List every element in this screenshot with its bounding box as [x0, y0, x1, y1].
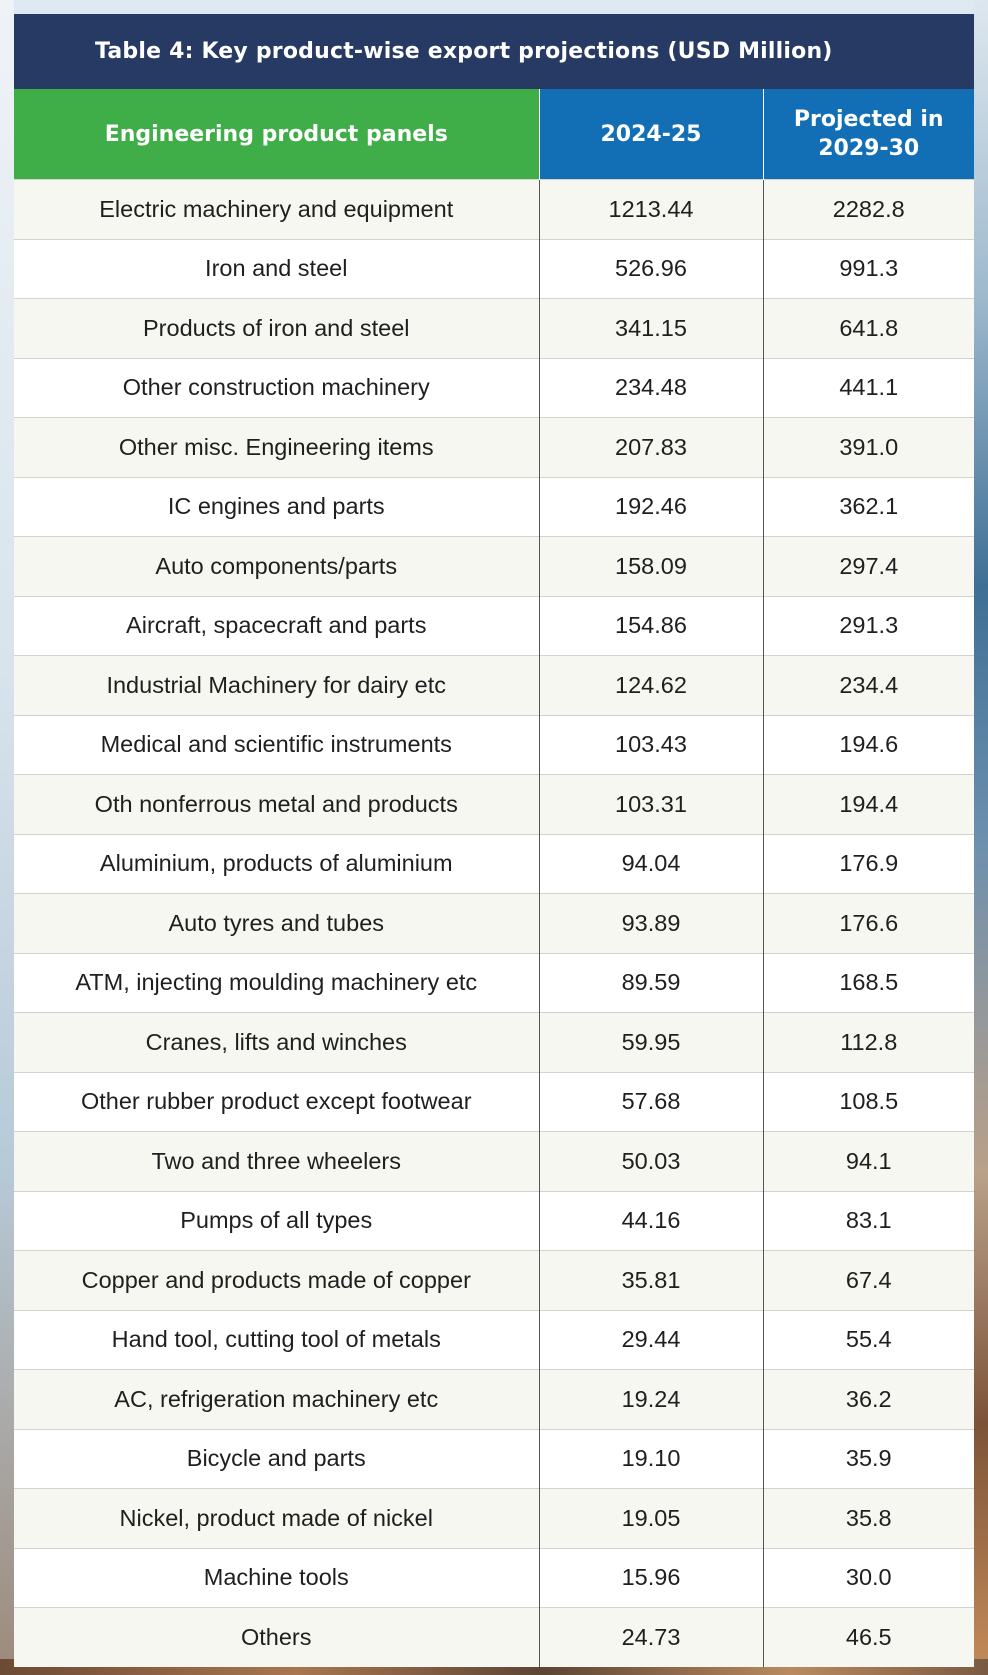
cell-product: Other rubber product except footwear [14, 1072, 539, 1132]
background-left-strip [0, 0, 14, 1675]
cell-value-2029-30: 441.1 [763, 358, 974, 418]
table-row [14, 299, 974, 359]
table-row [14, 418, 974, 478]
cell-product: Auto components/parts [14, 537, 539, 597]
cell-value-2029-30: 67.4 [763, 1251, 974, 1311]
table-row [14, 1132, 974, 1192]
cell-product: Oth nonferrous metal and products [14, 775, 539, 835]
cell-product: Machine tools [14, 1548, 539, 1608]
cell-value-2024-25: 94.04 [539, 834, 763, 894]
cell-value-2029-30: 176.6 [763, 894, 974, 954]
cell-product: Cranes, lifts and winches [14, 1013, 539, 1073]
cell-value-2024-25: 1213.44 [539, 180, 763, 240]
table-header-row [14, 89, 974, 180]
table-row [14, 656, 974, 716]
cell-value-2029-30: 168.5 [763, 953, 974, 1013]
table-row [14, 1548, 974, 1608]
cell-product: IC engines and parts [14, 477, 539, 537]
table-title-bar [14, 14, 974, 89]
cell-value-2024-25: 124.62 [539, 656, 763, 716]
export-projections-table-card [14, 14, 974, 1667]
table-row [14, 1429, 974, 1489]
cell-value-2024-25: 103.31 [539, 775, 763, 835]
cell-product: Iron and steel [14, 239, 539, 299]
table-row [14, 1191, 974, 1251]
cell-product: Others [14, 1608, 539, 1667]
cell-value-2029-30: 291.3 [763, 596, 974, 656]
cell-product: Other construction machinery [14, 358, 539, 418]
table-row [14, 1251, 974, 1311]
table-row [14, 1310, 974, 1370]
cell-value-2029-30: 46.5 [763, 1608, 974, 1667]
cell-value-2029-30: 94.1 [763, 1132, 974, 1192]
cell-product: Industrial Machinery for dairy etc [14, 656, 539, 716]
cell-value-2029-30: 194.6 [763, 715, 974, 775]
cell-value-2029-30: 991.3 [763, 239, 974, 299]
cell-value-2029-30: 36.2 [763, 1370, 974, 1430]
table-row [14, 715, 974, 775]
export-projections-table [14, 89, 974, 1667]
cell-value-2029-30: 297.4 [763, 537, 974, 597]
table-body [14, 180, 974, 1667]
cell-value-2024-25: 89.59 [539, 953, 763, 1013]
cell-value-2024-25: 19.05 [539, 1489, 763, 1549]
cell-value-2024-25: 19.24 [539, 1370, 763, 1430]
cell-product: Aircraft, spacecraft and parts [14, 596, 539, 656]
cell-product: AC, refrigeration machinery etc [14, 1370, 539, 1430]
cell-value-2029-30: 176.9 [763, 834, 974, 894]
table-row [14, 1489, 974, 1549]
cell-value-2024-25: 15.96 [539, 1548, 763, 1608]
cell-value-2024-25: 526.96 [539, 239, 763, 299]
table-title: Table 4: Key product-wise export projections (USD Million) [95, 39, 833, 64]
cell-value-2029-30: 35.8 [763, 1489, 974, 1549]
cell-value-2029-30: 30.0 [763, 1548, 974, 1608]
cell-product: Bicycle and parts [14, 1429, 539, 1489]
cell-value-2024-25: 44.16 [539, 1191, 763, 1251]
table-row [14, 596, 974, 656]
cell-product: Two and three wheelers [14, 1132, 539, 1192]
cell-value-2024-25: 234.48 [539, 358, 763, 418]
table-row [14, 180, 974, 240]
header-2024-25: 2024-25 [539, 89, 763, 180]
cell-value-2024-25: 59.95 [539, 1013, 763, 1073]
background-right-strip [974, 0, 988, 1675]
table-row [14, 1072, 974, 1132]
cell-value-2024-25: 103.43 [539, 715, 763, 775]
cell-product: Electric machinery and equipment [14, 180, 539, 240]
table-row [14, 834, 974, 894]
cell-product: Other misc. Engineering items [14, 418, 539, 478]
table-row [14, 894, 974, 954]
cell-value-2029-30: 83.1 [763, 1191, 974, 1251]
table-row [14, 953, 974, 1013]
table-row [14, 775, 974, 835]
cell-value-2029-30: 641.8 [763, 299, 974, 359]
cell-value-2024-25: 207.83 [539, 418, 763, 478]
table-row [14, 1608, 974, 1667]
cell-value-2029-30: 194.4 [763, 775, 974, 835]
table-row [14, 358, 974, 418]
header-projected-line1: Projected in [793, 107, 944, 132]
cell-value-2024-25: 57.68 [539, 1072, 763, 1132]
cell-value-2029-30: 2282.8 [763, 180, 974, 240]
cell-product: Pumps of all types [14, 1191, 539, 1251]
cell-value-2024-25: 158.09 [539, 537, 763, 597]
cell-value-2024-25: 192.46 [539, 477, 763, 537]
cell-value-2024-25: 341.15 [539, 299, 763, 359]
cell-value-2024-25: 35.81 [539, 1251, 763, 1311]
cell-product: Hand tool, cutting tool of metals [14, 1310, 539, 1370]
cell-value-2029-30: 391.0 [763, 418, 974, 478]
header-product-panels: Engineering product panels [14, 89, 539, 180]
cell-product: Aluminium, products of aluminium [14, 834, 539, 894]
header-projected-line2: 2029-30 [818, 136, 920, 161]
cell-product: Copper and products made of copper [14, 1251, 539, 1311]
cell-value-2024-25: 93.89 [539, 894, 763, 954]
cell-product: ATM, injecting moulding machinery etc [14, 953, 539, 1013]
cell-value-2024-25: 154.86 [539, 596, 763, 656]
cell-product: Products of iron and steel [14, 299, 539, 359]
cell-value-2024-25: 24.73 [539, 1608, 763, 1667]
table-row [14, 1013, 974, 1073]
cell-value-2024-25: 50.03 [539, 1132, 763, 1192]
cell-value-2024-25: 19.10 [539, 1429, 763, 1489]
cell-value-2029-30: 362.1 [763, 477, 974, 537]
cell-value-2024-25: 29.44 [539, 1310, 763, 1370]
cell-value-2029-30: 234.4 [763, 656, 974, 716]
table-row [14, 1370, 974, 1430]
header-projected-2029-30 [763, 89, 974, 180]
cell-value-2029-30: 112.8 [763, 1013, 974, 1073]
cell-product: Auto tyres and tubes [14, 894, 539, 954]
table-row [14, 537, 974, 597]
table-row [14, 239, 974, 299]
cell-value-2029-30: 108.5 [763, 1072, 974, 1132]
cell-value-2029-30: 35.9 [763, 1429, 974, 1489]
cell-product: Nickel, product made of nickel [14, 1489, 539, 1549]
cell-product: Medical and scientific instruments [14, 715, 539, 775]
table-row [14, 477, 974, 537]
cell-value-2029-30: 55.4 [763, 1310, 974, 1370]
